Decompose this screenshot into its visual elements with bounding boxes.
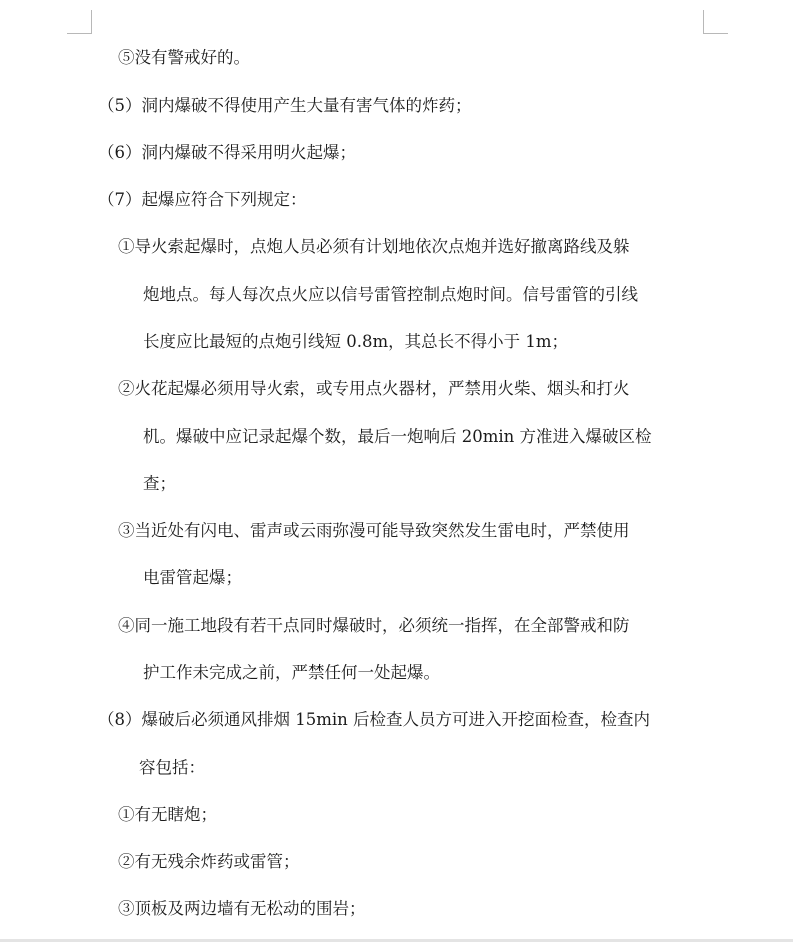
text-line: ④同一施工地段有若干点同时爆破时，必须统一指挥，在全部警戒和防 [118, 616, 630, 635]
text-line: 机。爆破中应记录起爆个数，最后一炮响后 20min 方准进入爆破区检 [143, 427, 652, 446]
text-line: ②有无残余炸药或雷管； [118, 852, 300, 871]
text-line: ②火花起爆必须用导火索，或专用点火器材，严禁用火柴、烟头和打火 [118, 379, 630, 398]
text-line: 长度应比最短的点炮引线短 0.8m，其总长不得小于 1m； [143, 332, 569, 351]
text-line: （8）爆破后必须通风排烟 15min 后检查人员方可进入开挖面检查，检查内 [98, 710, 651, 729]
text-line: 电雷管起爆； [143, 568, 242, 587]
text-line: ③当近处有闪电、雷声或云雨弥漫可能导致突然发生雷电时，严禁使用 [118, 521, 630, 540]
text-line: （7）起爆应符合下列规定： [98, 190, 307, 209]
text-line: 炮地点。每人每次点火应以信号雷管控制点炮时间。信号雷管的引线 [143, 285, 638, 304]
text-line: （6）洞内爆破不得采用明火起爆； [98, 143, 356, 162]
text-line: ①导火索起爆时，点炮人员必须有计划地依次点炮并选好撤离路线及躲 [118, 237, 630, 256]
text-line: 查； [143, 474, 176, 493]
text-line: ①有无瞎炮； [118, 805, 217, 824]
crop-mark-top-right [703, 10, 728, 34]
text-line: ③顶板及两边墙有无松动的围岩； [118, 899, 366, 918]
text-line: 护工作未完成之前，严禁任何一处起爆。 [143, 663, 440, 682]
text-line: 容包括： [139, 758, 205, 777]
text-line: ⑤没有警戒好的。 [118, 48, 250, 67]
crop-mark-top-left [67, 10, 92, 34]
text-line: （5）洞内爆破不得使用产生大量有害气体的炸药； [98, 96, 472, 115]
